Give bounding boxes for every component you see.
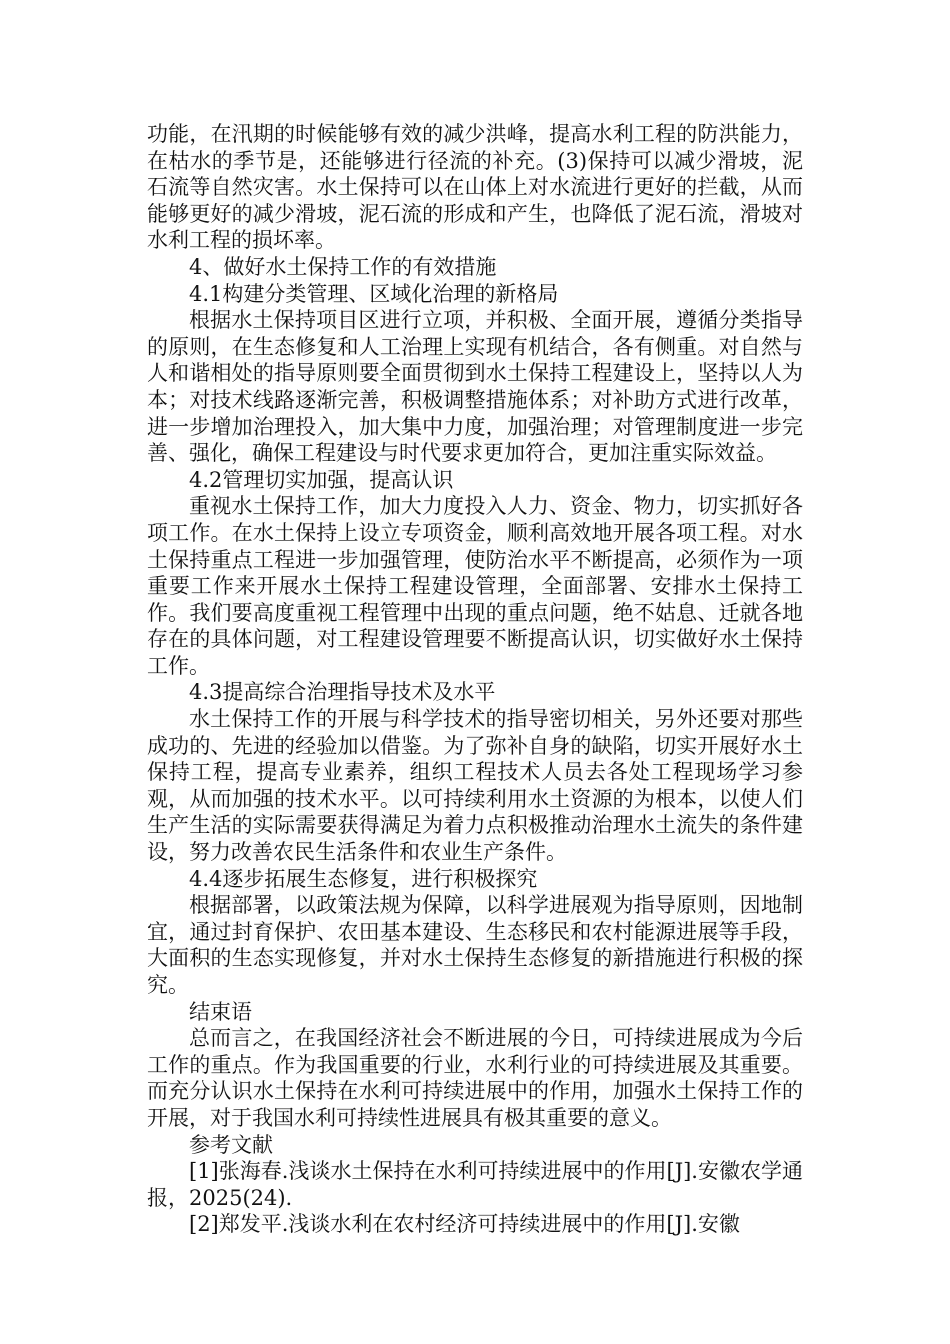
subsection-heading-4-2: 4.2管理切实加强，提高认识 — [189, 467, 454, 492]
paragraph-4-1: 根据水土保持项目区进行立项，并积极、全面开展，遵循分类指导的原则，在生态修复和人工治理上实现有机结合，各有侧重。对自然与人和谐相处的指导原则要全面贯彻到水土保持工程建设上，坚持以人为本；对技术线路逐渐完善，积极调整措施体系；对补助方式进行改革，进一步增加治理投入，加大集中力度，加强治理；对管理制度进一步完善、强化，确保工程建设与时代要求更加符合，更加注重实际效益。 — [147, 308, 803, 466]
subsection-heading-4-4: 4.4逐步拓展生态修复，进行积极探究 — [189, 866, 538, 891]
references-heading: 参考文献 — [189, 1132, 273, 1157]
paragraph-4-2: 重视水土保持工作，加大力度投入人力、资金、物力，切实抓好各项工作。在水土保持上设立专项资金，顺利高效地开展各项工程。对水土保持重点工程进一步加强管理，使防治水平不断提高，必须作为一项重要工作来开展水土保持工程建设管理，全面部署、安排水土保持工作。我们要高度重视工程管理中出现的重点问题，绝不姑息、迁就各地存在的具体问题，对工程建设管理要不断提高认识，切实做好水土保持工作。 — [147, 494, 803, 678]
paragraph-4-4: 根据部署，以政策法规为保障，以科学进展观为指导原则，因地制宜，通过封育保护、农田基本建设、生态移民和农村能源进展等手段，大面积的生态实现修复，并对水土保持生态修复的新措施进行积极的探究。 — [147, 893, 803, 997]
paragraph-flood-control-continued: 功能，在汛期的时候能够有效的减少洪峰，提高水利工程的防洪能力，在枯水的季节是，还能够进行径流的补充。(3)保持可以减少滑坡，泥石流等自然灾害。水土保持可以在山体上对水流进行更好的拦截，从而能够更好的减少滑坡，泥石流的形成和产生，也降低了泥石流，滑坡对水利工程的损坏率。 — [147, 122, 803, 253]
reference-item-1: [1]张海春.浅谈水土保持在水利可持续进展中的作用[J].安徽农学通报，2025(24). — [147, 1159, 803, 1210]
subsection-heading-4-1: 4.1构建分类管理、区域化治理的新格局 — [189, 281, 559, 306]
paragraph-conclusion: 总而言之，在我国经济社会不断进展的今日，可持续进展成为今后工作的重点。作为我国重要的行业，水利行业的可持续进展及其重要。而充分认识水土保持在水利可持续进展中的作用，加强水土保持工作的开展，对于我国水利可持续性进展具有极其重要的意义。 — [147, 1026, 803, 1130]
section-heading-4: 4、做好水土保持工作的有效措施 — [189, 254, 497, 279]
document-body — [147, 121, 803, 1238]
subsection-heading-4-3: 4.3提高综合治理指导技术及水平 — [189, 680, 496, 705]
conclusion-heading: 结束语 — [189, 999, 252, 1024]
reference-item-2: [2]郑发平.浅谈水利在农村经济可持续进展中的作用[J].安徽 — [189, 1212, 740, 1237]
paragraph-4-3: 水土保持工作的开展与科学技术的指导密切相关，另外还要对那些成功的、先进的经验加以借鉴。为了弥补自身的缺陷，切实开展好水土保持工程，提高专业素养，组织工程技术人员去各处工程现场学习参观，从而加强的技术水平。以可持续利用水土资源的为根本，以使人们生产生活的实际需要获得满足为着力点积极推动治理水土流失的条件建设，努力改善农民生活条件和农业生产条件。 — [147, 707, 803, 865]
